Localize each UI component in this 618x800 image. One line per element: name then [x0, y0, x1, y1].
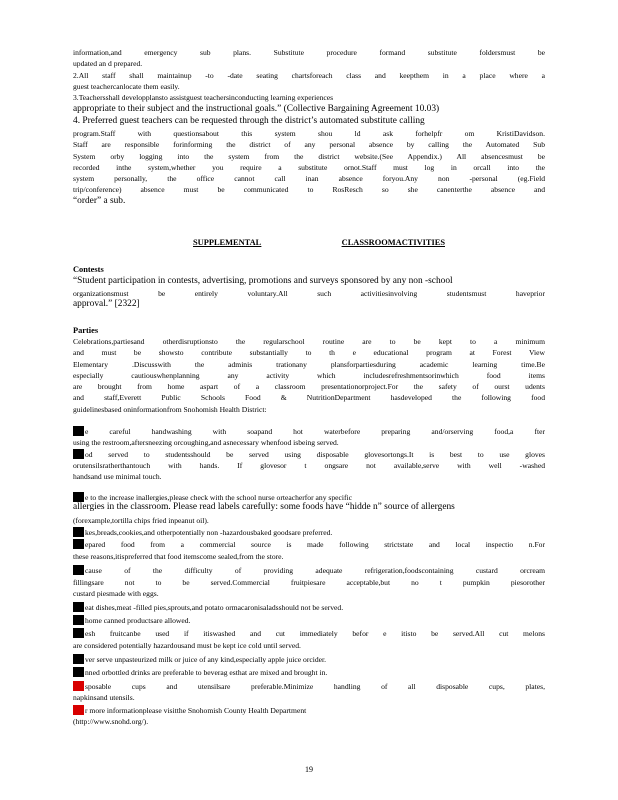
item4-line: 4. Preferred guest teachers can be requested through the district’s automated substitute calling: [73, 116, 425, 126]
appropriate-line: appropriate to their subject and the instructional goals.” (Collective Bargaining Agreement 10.03): [73, 104, 440, 114]
text-line: system personally, the office cannot call inan absence foryou.Any non -personal (eg.Field: [73, 174, 545, 184]
text-line: sposable cups and utensilsare preferable.Minimize handling of all disposable cups, plates,: [85, 682, 545, 691]
text-line: guidelinesbased oninformationfrom Snohomish Health District:: [73, 404, 267, 414]
bullets-block-2: [73, 515, 545, 526]
parties-heading: Parties: [73, 326, 99, 335]
text-line: (forexample,tortilla chips fried inpeanut oil).: [73, 516, 209, 525]
text-line: trip/conference) absence must be communicated to RosResch so she canenterthe absence and: [73, 185, 545, 195]
bullets-block-line: [73, 640, 545, 651]
text-line: custard piesmade with eggs.: [73, 589, 159, 599]
text-line: esh fruitcanbe used if itiswashed and cut immediately befor e itisto be served.All cut melons: [85, 629, 545, 638]
redaction-mark: [73, 492, 84, 502]
contests-approval: approval.” [2322]: [73, 299, 140, 309]
text-line: especially cautiouswhenplanning any activity which includesrefreshmentsorinwhich food items: [73, 370, 545, 380]
bullets-block-line: [73, 716, 545, 727]
text-line: od served to studentsshould be served using disposable glovesortongs.It is best to use gloves: [85, 450, 545, 459]
bullets-block-line: [73, 460, 545, 483]
bullets-block-cont: [73, 437, 545, 448]
section-heading-word: SUPPLEMENTAL: [193, 238, 262, 247]
text-line: home canned productsare allowed.: [85, 616, 191, 625]
bullets-block: [85, 426, 545, 437]
text-line: updated an d prepared.: [73, 59, 143, 69]
text-line: Elementary .Discusswith the adminis trationany plansforpartiesduring academic learning time.Be: [73, 359, 545, 369]
text-line: Staff are responsible forinforming the district of any personal absence by calling the Automated Sub: [73, 140, 545, 150]
text-line: r more informationplease visitthe Snohomish County Health Department: [85, 706, 307, 715]
text-line: nned orbottled drinks are preferable to beverag esthat are mixed and brought in.: [85, 668, 328, 677]
text-line: System orby logging into the system from the district website.(See Appendix.) All absencesmust be: [73, 151, 545, 161]
item4-block: [73, 128, 545, 196]
text-line: using the restroom,aftersneezing orcoughing,and asnecessary whenfood isbeing served.: [73, 438, 339, 447]
bullets-block-line: [85, 654, 545, 665]
text-line: kes,breads,cookies,and otherpotentially non -hazardousbaked goodsare preferred.: [85, 528, 333, 537]
text-line: epared food from a commercial source is made following strictstate and local inspectio n.For: [85, 540, 545, 549]
parties-block: [73, 336, 545, 415]
text-line: eat dishes,meat -filled pies,sprouts,and potato ormacaronisaladsshould not be served.: [85, 603, 344, 612]
bullets-block-line: [85, 539, 545, 550]
bullets-block-line: [85, 705, 545, 716]
text-line: recorded inthe system,whether you require a substitute ornot.Staff must log in orcall into the: [73, 162, 545, 172]
top-block: [73, 47, 545, 103]
bullets-block-line: [85, 615, 545, 626]
text-line: are considered potentially hazardousand must be kept ice cold until served.: [73, 641, 301, 650]
redaction-mark: [73, 654, 84, 664]
text-line: Celebrations,partiesand otherdisruptionsto the regularschool routine are to be kept to a minimum: [73, 337, 545, 346]
contests-quote: “Student participation in contests, advertising, promotions and surveys sponsored by any non -school: [73, 276, 453, 286]
bullets-block-line: [85, 667, 545, 678]
bullets-block-line: [73, 692, 545, 703]
bullets-block-line: [85, 602, 545, 613]
redaction-mark: [73, 539, 84, 549]
order-line: “order” a sub.: [73, 196, 126, 206]
text-line: and must be showsto contribute substantially to th e educational program at Forest View: [73, 348, 545, 358]
text-line: and staff,Everett Public Schools Food & NutritionDepartment hasdeveloped the following food: [73, 393, 545, 403]
bullets-block-line: [85, 628, 545, 639]
text-line: napkinsand utensils.: [73, 693, 135, 702]
redaction-mark: [73, 681, 84, 691]
bullets-block-line: [73, 551, 545, 562]
text-line: (http://www.snohd.org/).: [73, 717, 149, 726]
text-line: handsand use minimal touch.: [73, 472, 162, 482]
text-line: 2.All staff shall maintainup -to -date seating chartsforeach class and keepthem in a place where a: [73, 70, 545, 80]
redaction-mark: [73, 615, 84, 625]
bullets-block-line: [85, 681, 545, 692]
text-line: these reasons,itispreferred that food itemscome sealed,from the store.: [73, 552, 284, 561]
bullets-block-line: [85, 449, 545, 460]
redaction-mark: [73, 602, 84, 612]
text-line: program.Staff with questionsabout this system shou ld ask forhelpfr om KristiDavidson.: [73, 129, 545, 138]
contests-heading: Contests: [73, 265, 104, 274]
text-line: orutensilsratherthantouch with hands. If glovesor t ongsare not available,serve with well -washed: [73, 461, 545, 470]
page-number: 19: [305, 765, 313, 774]
redaction-mark: [73, 628, 84, 638]
text-line: guest teachercanlocate them easily.: [73, 81, 180, 91]
redaction-mark: [73, 449, 84, 459]
contests-line: organizationsmust be entirely voluntary.All such activitiesinvolving studentsmust haveprior: [73, 289, 545, 298]
redaction-mark: [73, 565, 84, 575]
text-line: cause of the difficulty of providing adequate refrigeration,foodscontaining custard orcream: [85, 566, 545, 575]
text-line: fillingsare not to be served.Commercial fruitpiesare acceptable,but no t pumpkin piesorother: [73, 578, 545, 587]
allergies-line: allergies in the classroom. Please read labels carefully: some foods have “hidde n” source of allergens: [73, 502, 455, 512]
text-line: information,and emergency sub plans. Substitute procedure formand substitute foldersmust be: [73, 48, 545, 57]
bullets-block-line: [73, 577, 545, 600]
text-line: ver serve unpasteurized milk or juice of any kind,especially apple juice orcider.: [85, 655, 327, 664]
text-line: e to the increase inallergies,please check with the school nurse orteacherfor any specific: [85, 493, 353, 502]
redaction-mark: [73, 667, 84, 677]
text-line: e careful handwashing with soapand hot waterbefore preparing and/orserving food,a fter: [85, 427, 545, 436]
section-heading: [193, 238, 445, 247]
text-line: 3.Teachersshall developplansto assistguest teachersinconducting learning experiences: [73, 93, 334, 103]
bullets-block-line: [85, 527, 545, 538]
redaction-mark: [73, 705, 84, 715]
section-heading-word: CLASSROOMACTIVITIES: [341, 238, 445, 247]
bullets-block-line: [85, 565, 545, 576]
redaction-mark: [73, 527, 84, 537]
text-line: are brought from home aspart of a classroom presentationorproject.For the safety of ourst udents: [73, 382, 545, 392]
redaction-mark: [73, 426, 84, 436]
